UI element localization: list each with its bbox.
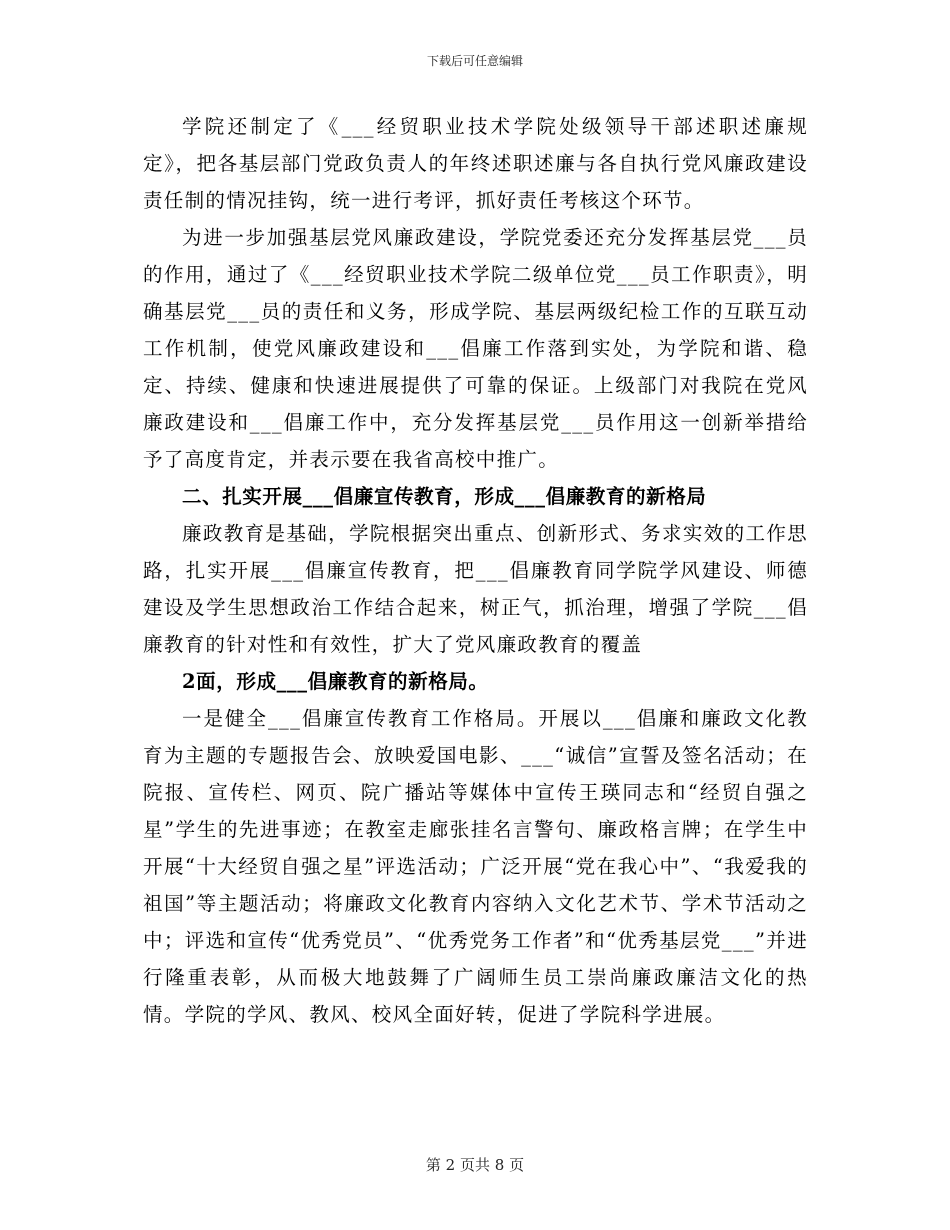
- paragraph-education: 廉政教育是基础，学院根据突出重点、创新形式、务求实效的工作思路，扎实开展___倡廉宣传教育，把___倡廉教育同学院学风建设、师德建设及学生思想政治工作结合起来，树正气，抓治理，增强了学院___倡廉教育的针对性和有效性，扩大了党风廉政教育的覆盖: [143, 522, 808, 656]
- paragraph-grassroots: 为进一步加强基层党风廉政建设，学院党委还充分发挥基层党___员的作用，通过了《___经贸职业技术学院二级单位党___员工作职责》，明确基层党___员的责任和义务，形成学院、基层两级纪检工作的互联互动工作机制，使党风廉政建设和___倡廉工作落到实处，为学院和谐、稳定、持续、健康和快速进展提供了可靠的保证。上级部门对我院在党风廉政建设和___倡廉工作中，充分发挥基层党___员作用这一创新举措给予了高度肯定，并表示要在我省高校中推广。: [143, 226, 808, 471]
- page-header: 下载后可任意编辑: [426, 54, 523, 68]
- document-body: [143, 108, 808, 1033]
- page-footer: 第 2 页共 8 页: [425, 1156, 525, 1174]
- section-heading-2: 二、扎实开展___倡廉宣传教育，形成___倡廉教育的新格局: [182, 485, 707, 508]
- paragraph-pattern: 一是健全___倡廉宣传教育工作格局。开展以___倡廉和廉政文化教育为主题的专题报告会、放映爱国电影、___“诚信”宣誓及签名活动；在院报、宣传栏、网页、院广播站等媒体中宣传王瑛同志和“经贸自强之星”学生的先进事迹；在教室走廊张挂名言警句、廉政格言牌；在学生中开展“十大经贸自强之星”评选活动；广泛开展“党在我心中”、“我爱我的祖国”等主题活动；将廉政文化教育内容纳入文化艺术节、学术节活动之中；评选和宣传“优秀党员”、“优秀党务工作者”和“优秀基层党___”并进行隆重表彰，从而极大地鼓舞了广阔师生员工崇尚廉政廉洁文化的热情。学院的学风、教风、校风全面好转，促进了学院科学进展。: [143, 707, 808, 1026]
- section-heading-continued: 2面，形成___倡廉教育的新格局。: [182, 670, 489, 693]
- paragraph-regulation: 学院还制定了《___经贸职业技术学院处级领导干部述职述廉规定》，把各基层部门党政负责人的年终述职述廉与各自执行党风廉政建设责任制的情况挂钩，统一进行考评，抓好责任考核这个环节。: [143, 115, 808, 212]
